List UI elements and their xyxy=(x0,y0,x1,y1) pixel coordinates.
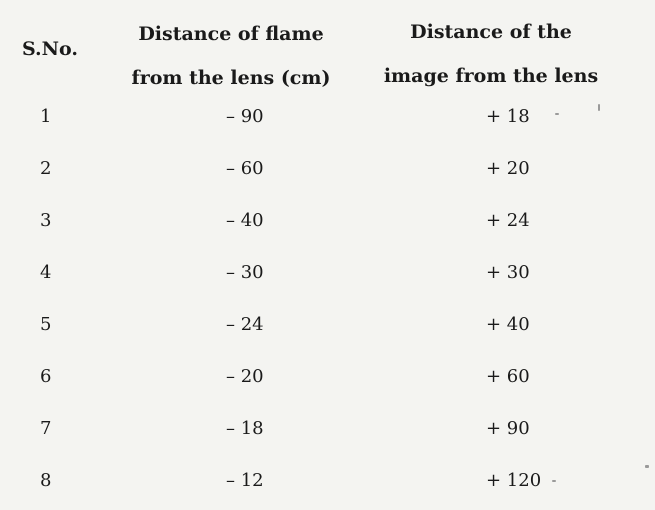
cell-image-distance: + 60 xyxy=(486,366,530,387)
cell-object-distance: – 24 xyxy=(226,314,264,335)
header-sno: S.No. xyxy=(22,38,78,60)
cell-image-distance: + 24 xyxy=(486,210,530,231)
scan-speck xyxy=(555,113,559,115)
cell-sno: 6 xyxy=(40,366,52,387)
cell-image-distance: + 90 xyxy=(486,418,530,439)
header-image-distance-line-1: Distance of the xyxy=(410,21,572,43)
scan-speck xyxy=(552,480,556,482)
cell-object-distance: – 40 xyxy=(226,210,264,231)
cell-sno: 1 xyxy=(40,106,52,127)
cell-image-distance: + 30 xyxy=(486,262,530,283)
table-body xyxy=(0,94,655,510)
table-row xyxy=(0,354,655,406)
table-row xyxy=(0,406,655,458)
cell-image-distance: + 20 xyxy=(486,158,530,179)
cell-sno: 2 xyxy=(40,158,52,179)
cell-image-distance: + 120 xyxy=(486,470,542,491)
cell-object-distance: – 12 xyxy=(226,470,264,491)
cell-object-distance: – 20 xyxy=(226,366,264,387)
cell-sno: 3 xyxy=(40,210,52,231)
header-object-distance xyxy=(128,12,334,100)
header-image-distance xyxy=(382,10,600,98)
table-row xyxy=(0,302,655,354)
header-image-distance-line-2: image from the lens xyxy=(383,65,599,87)
cell-sno: 7 xyxy=(40,418,52,439)
table-row xyxy=(0,198,655,250)
cell-image-distance: + 18 xyxy=(486,106,530,127)
header-object-distance-line-2: from the lens (cm) xyxy=(131,67,331,89)
cell-sno: 4 xyxy=(40,262,52,283)
cell-object-distance: – 30 xyxy=(226,262,264,283)
scan-speck xyxy=(598,104,600,111)
header-object-distance-line-1: Distance of flame xyxy=(138,23,324,45)
cell-image-distance: + 40 xyxy=(486,314,530,335)
table-row xyxy=(0,458,655,510)
cell-sno: 8 xyxy=(40,470,52,491)
cell-object-distance: – 90 xyxy=(226,106,264,127)
table-row xyxy=(0,94,655,146)
scan-speck xyxy=(645,465,649,468)
cell-object-distance: – 60 xyxy=(226,158,264,179)
cell-object-distance: – 18 xyxy=(226,418,264,439)
table-row xyxy=(0,146,655,198)
table-row xyxy=(0,250,655,302)
cell-sno: 5 xyxy=(40,314,52,335)
